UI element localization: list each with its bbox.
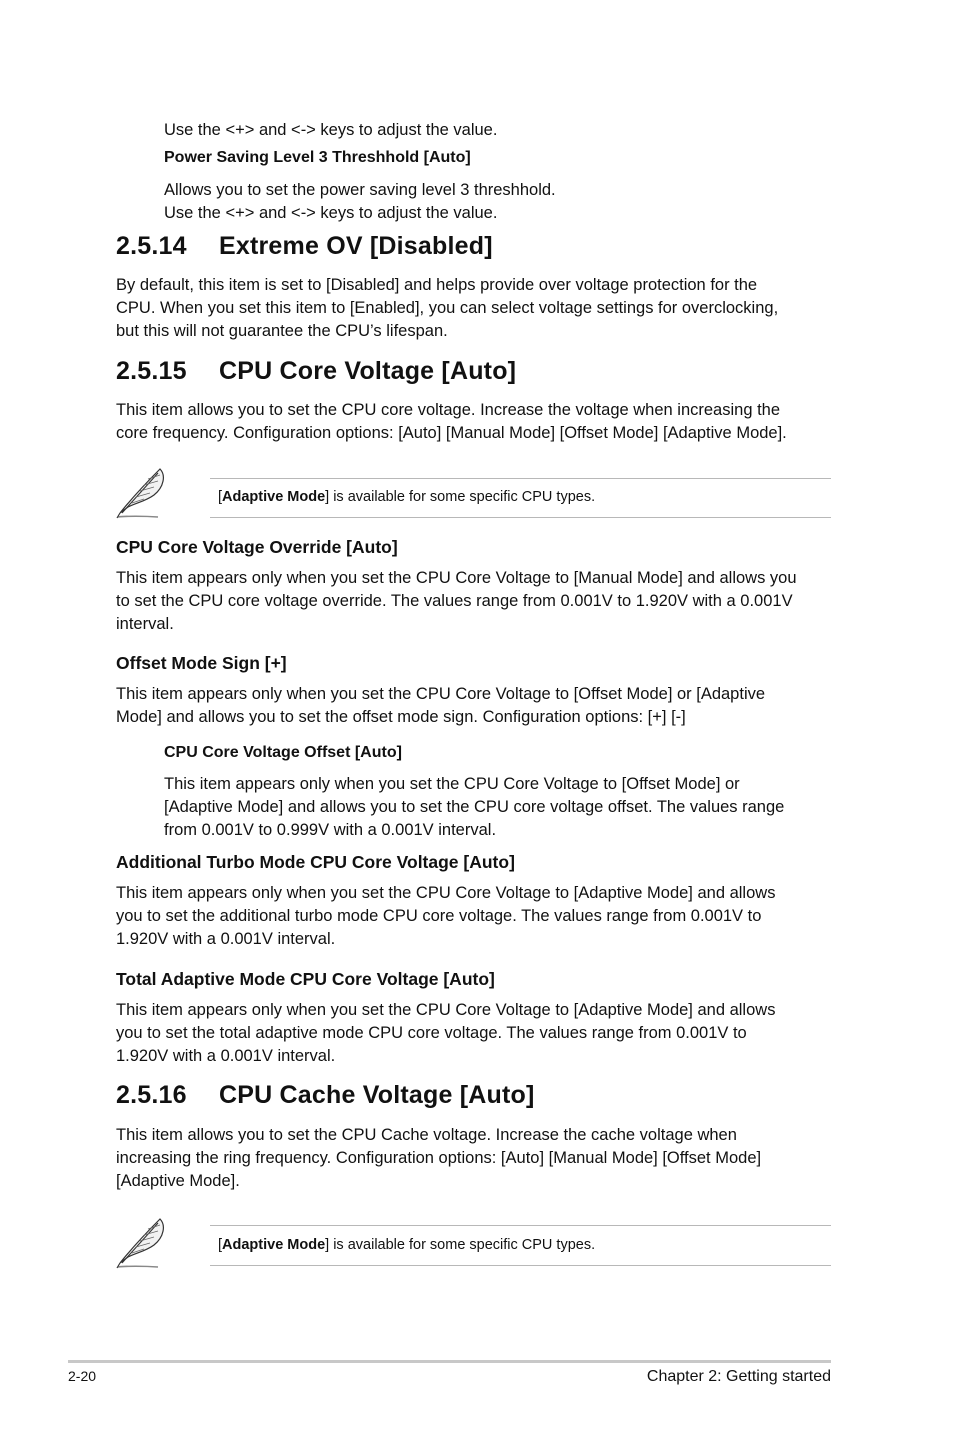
paragraph-line: from 0.001V to 0.999V with a 0.001V interval. xyxy=(164,821,497,840)
total-adaptive-body xyxy=(116,999,775,1069)
section-number: 2.5.14 xyxy=(116,232,187,260)
offset-sign-heading: Offset Mode Sign [+] xyxy=(116,653,287,673)
paragraph-line: core frequency. Configuration options: [Auto] [Manual Mode] [Offset Mode] [Adaptive Mode]. xyxy=(116,424,787,443)
note-rest: ] is available for some specific CPU types. xyxy=(325,1237,596,1253)
feather-quill-icon xyxy=(114,463,172,521)
offset-body xyxy=(164,773,784,843)
section-number: 2.5.16 xyxy=(116,1081,187,1109)
paragraph-line: This item appears only when you set the CPU Core Voltage to [Manual Mode] and allows you xyxy=(116,569,797,587)
override-heading: CPU Core Voltage Override [Auto] xyxy=(116,537,398,557)
section-2514-heading xyxy=(116,232,493,261)
paragraph-line: you to set the total adaptive mode CPU core voltage. The values range from 0.001V to xyxy=(116,1024,747,1043)
offset-sign-body xyxy=(116,683,765,729)
override-body xyxy=(116,567,797,637)
paragraph-line: to set the CPU core voltage override. The values range from 0.001V to 1.920V with a 0.001V xyxy=(116,592,793,611)
paragraph-line: [Adaptive Mode]. xyxy=(116,1172,240,1191)
section-2515-heading xyxy=(116,357,516,386)
paragraph-line: 1.920V with a 0.001V interval. xyxy=(116,1047,336,1066)
section-title: Extreme OV [Disabled] xyxy=(219,232,493,260)
note-text xyxy=(218,1237,595,1253)
section-title: CPU Core Voltage [Auto] xyxy=(219,357,517,385)
note-bold-term: Adaptive Mode xyxy=(222,1237,326,1253)
note-top-rule xyxy=(210,1225,831,1226)
section-title: CPU Cache Voltage [Auto] xyxy=(219,1081,535,1109)
section-2514-body xyxy=(116,274,778,344)
chapter-footer: Chapter 2: Getting started xyxy=(646,1368,831,1385)
paragraph-line: This item appears only when you set the CPU Core Voltage to [Offset Mode] or [Adaptive xyxy=(116,685,766,703)
note-bracket: [ xyxy=(218,489,223,505)
power-saving-heading: Power Saving Level 3 Threshhold [Auto] xyxy=(164,149,471,166)
note-bottom-rule xyxy=(210,517,831,518)
paragraph-line: but this will not guarantee the CPU’s lifespan. xyxy=(116,322,448,341)
section-2515-body xyxy=(116,399,787,445)
paragraph-line: This item appears only when you set the CPU Core Voltage to [Adaptive Mode] and allows xyxy=(116,884,776,902)
note-bracket: [ xyxy=(218,1237,223,1253)
turbo-heading: Additional Turbo Mode CPU Core Voltage [Auto] xyxy=(116,852,515,872)
paragraph-line: you to set the additional turbo mode CPU core voltage. The values range from 0.001V to xyxy=(116,907,762,926)
paragraph-line: [Adaptive Mode] and allows you to set the CPU core voltage offset. The values range xyxy=(164,798,785,817)
power-saving-desc-line1: Allows you to set the power saving level 3 threshhold. xyxy=(164,181,556,199)
paragraph-line: This item allows you to set the CPU core voltage. Increase the voltage when increasing the xyxy=(116,401,781,419)
paragraph-line: CPU. When you set this item to [Enabled], you can select voltage settings for overclocking, xyxy=(116,299,779,318)
section-2516-body xyxy=(116,1124,761,1194)
adjust-hint-text: Use the <+> and <-> keys to adjust the value. xyxy=(164,121,498,139)
footer-rule xyxy=(68,1360,831,1363)
paragraph-line: 1.920V with a 0.001V interval. xyxy=(116,930,336,949)
paragraph-line: interval. xyxy=(116,615,174,634)
page-number: 2-20 xyxy=(68,1368,97,1384)
paragraph-line: By default, this item is set to [Disabled] and helps provide over voltage protection for the xyxy=(116,276,758,294)
offset-heading: CPU Core Voltage Offset [Auto] xyxy=(164,744,402,761)
note-bottom-rule xyxy=(210,1265,831,1266)
turbo-body xyxy=(116,882,775,952)
power-saving-desc-line2: Use the <+> and <-> keys to adjust the value. xyxy=(164,204,498,222)
paragraph-line: Mode] and allows you to set the offset mode sign. Configuration options: [+] [-] xyxy=(116,708,686,727)
paragraph-line: This item appears only when you set the CPU Core Voltage to [Offset Mode] or xyxy=(164,775,740,793)
note-top-rule xyxy=(210,478,831,479)
paragraph-line: This item allows you to set the CPU Cache voltage. Increase the cache voltage when xyxy=(116,1126,737,1144)
section-number: 2.5.15 xyxy=(116,357,187,385)
note-text xyxy=(218,489,595,505)
section-2516-heading xyxy=(116,1081,534,1110)
note-bold-term: Adaptive Mode xyxy=(222,489,326,505)
note-rest: ] is available for some specific CPU types. xyxy=(325,489,596,505)
paragraph-line: This item appears only when you set the CPU Core Voltage to [Adaptive Mode] and allows xyxy=(116,1001,776,1019)
paragraph-line: increasing the ring frequency. Configuration options: [Auto] [Manual Mode] [Offset Mode] xyxy=(116,1149,762,1168)
total-adaptive-heading: Total Adaptive Mode CPU Core Voltage [Auto] xyxy=(116,969,495,989)
feather-quill-icon xyxy=(114,1213,172,1271)
